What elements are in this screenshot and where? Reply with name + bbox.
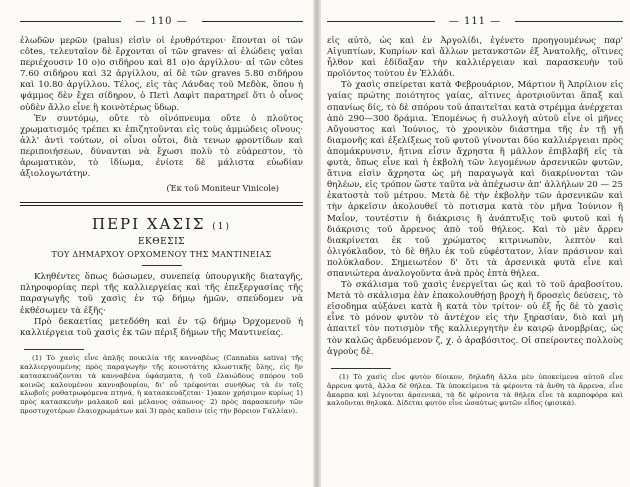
paragraph: Τὸ χασὶς σπείρεται κατὰ Φεβρουάριον, Μάρτιον ἢ Ἀπρίλιον εἰς γαίας πρώτης ποιότητος γαίας, αἵτινες ἀροτριοῦνται ἅπαξ καὶ σπανίως δίς, τὸ δὲ σπόρου τοῦ ἀπαιτεῖται κατὰ στρέμμα ἀνέρχεται ἀπὸ 290—300 δράμια. Ἐπομένως ἡ συλλογὴ αὐτοῦ εἶνε οἱ μῆνες Αὔγουστος καὶ Ἰούνιος, τὸ χρονικὸν διάστημα τῆς ἐν τῇ γῇ διαμονῆς καὶ ἐξελίξεως τοῦ φυτοῦ γίνονται δύο καλλιέργειαι πρὸς ἀπομάκρυνσιν, ἥτινα εἶσιν ἄχρηστα ἢ μᾶλλον ἐπιβλαβῆ εἰς τὰ φυτὰ, ὅπως εἶνε καὶ ἡ ἐκβολὴ τῶν λεγομένων ἀρσενικῶν φυτῶν, ἅτινα εἰσὶν ἄχρηστα ὡς μὴ παραγωγὰ καὶ διακρίνονται τῶν θηλέων, εἰς τρόπον ὥστε ταῦτα νὰ ἀπέχωσιν ἀπ' ἀλλήλων 20 — 25 ἑκατοστὰ τοῦ μέτρου. Μετὰ δὲ τὴν ἐκβολὴν τῶν ἀρσενικῶν καὶ τὴν ἀρκεῖσιν ἀκολουθεῖ τὸ ποτισμα κατὰ τὸν μῆνα Ἰούνιον ἢ Μαΐον, τουτέστιν ἡ διάκρισις ἢ ἀνάπτυξις τοῦ φυτοῦ καὶ ἡ διάκρισις τοῦ ἄρρενος ἀπὸ τοῦ θήλεος. Καὶ τὸ μὲν ἄρρεν διακρίνεται ἐκ τοῦ χρώματος κιτρινωπὸν, λεπτὸν καὶ ὀλιγόκλαδον, τὸ δὲ θῆλυ ἐκ τοῦ εὐφέστατον, λίαν πράσινον καὶ πολύκλαδον. Σημειωτέον δ' ὅτι τὰ ἀρσενικὰ φυτὰ εἶνε καὶ σπανιώτερα ἀναλογοῦντα ἀνὰ πρὸς ἑπτὰ θήλεα.: [327, 80, 623, 279]
right-page-content: [327, 14, 623, 408]
paragraph: εἰς αὐτὸ, ὡς καὶ ἐν Ἀργολίδι, ἐγένετο προηγουμένως παρ' Αἰγυπτίων, Κυπρίων καὶ ἄλλων μετανκστῶν ἐξ Ἀνατολῆς, οἵτινες ἦλθον καὶ ἐδίδαξαν τὴν καλλιέργειαν καὶ παρασκευὴν τοῦ προϊόντος τούτου ἐν Ἑλλάδι.: [327, 36, 623, 80]
short-divider: [142, 265, 182, 266]
left-page-header: [20, 14, 303, 28]
book-gutter: [313, 0, 321, 487]
right-page-number: — 111 —: [448, 15, 502, 27]
footnote-text: (1) Τὸ χασὶς εἶνε φυτὸν δίοικον, δηλαδὴ ἄλλα μὲν ὑποκείμενα αὐτοῦ εἶνε ἄρρενα φυτὰ, ἄλλα δὲ θήλεα. Τὰ ὑποκείμενα τὰ φέροντα τὰ ἄνθη τὰ ἄρρενα, εἶνε ἄκαρπα καὶ λέγονται ἀρσενικά, τὰ δὲ φέροντα τὰ θήλεα εἶνε τὰ καρποφόρα καὶ καλοῦνται θηλυκά. Δίδεται φυτὸν εἶνε ὡσαύτως φυτῶν εἶδος (φισικά).: [327, 372, 623, 408]
header-rule-left: [327, 21, 435, 22]
right-footnote: [327, 373, 623, 409]
report-author-line: ΤΟΥ ΔΗΜΑΡΧΟΥ ΟΡΧΟΜΕΝΟΥ ΤΗΣ ΜΑΝΤΙΝΕΙΑΣ: [51, 250, 272, 260]
paragraph: Ἐν συντόμῳ, οὔτε τὸ οἰνόπνευμα οὔτε ὁ πλοῦτος χρωματισμός τρέπει κι ἐπιζητοῦνται εἰς τοὺς ἀμμώδεις οἴνους· ἀλλ' ἀντὶ τούτων, οἱ οἶνοι οὗτοι, διὰ τενων φροντίδων καὶ περιποιήσεων, δύνανται νὰ ἔχωσι πολὺ τὸ εὐάρεστον, τὸ ἀρωματικὸν, τὸ ἰδίωμα, ἐνίοτε δὲ μάλιστα εὐωδίαν ἀξιολογωτάτην.: [20, 113, 303, 180]
footnote-separator: [24, 349, 84, 350]
section-title: [20, 215, 303, 233]
header-rule-right: [202, 21, 303, 22]
left-page-number: — 110 —: [135, 15, 188, 27]
section-divider: [20, 202, 303, 206]
left-article-body: [20, 36, 303, 180]
footnote-marker: (1): [212, 222, 231, 233]
right-page-header: [327, 14, 623, 28]
header-rule-right: [515, 21, 623, 22]
section-title-text: ΠΕΡΙ ΧΑΣΙΣ: [92, 215, 206, 234]
footnote-separator: [331, 368, 391, 369]
right-page: [321, 0, 630, 487]
report-body: [20, 272, 303, 339]
header-rule-left: [20, 21, 121, 22]
right-article-body: [327, 36, 623, 358]
left-footnote: [20, 354, 303, 416]
left-page: [0, 0, 313, 487]
paragraph: ἑλωδῶν μερῶν (palus) εἰσὶν οἱ ἐρυθρότεροι· ἕπονται οἱ τῶν côtes, τελευταῖον δὲ ἔρχονται οἱ τῶν graves· αἱ ἑλώδεις γαῖαι περιέχουσιν 10 ο)ο σιδήρου καὶ 81 ο)ο ἀργίλλου· αἱ τῶν côtes 7.60 σιδήρου καὶ 32 ἀργίλλου, αἱ δὲ τῶν graves 5.80 σιδήρου καὶ 10.80 ἀργίλλου. Τέλος, εἰς τὰς Λάνδας τοῦ Μεδὸκ, ὅπου ἡ ψάμμος δὲν ἔχει σίδηρον, ὁ Πετὶ Λαφὶτ παρατηρεῖ ὅτι ὁ οἶνος οὐδὲν ἄλλο εἶνε ἢ κοινὸτέρως ὕδωρ.: [20, 36, 303, 113]
left-page-content: [20, 14, 303, 416]
paragraph: Τὸ σκάλισμα τοῦ χασὶς ἐνεργεῖται ὡς καὶ τὸ τοῦ ἀραβοσίτου. Μετὰ τὸ σκάλισμα ἐὰν ἐπακολουθήσῃ βροχὴ ἢ δροσεὶς δεύσεις, τὸ εἰσοδημα αὐξάνει κατὰ ἢ κατὰ τὸν τρίτον· οὐ ἐξ ἧς δὲ τὸ χασὶς εἶνε τὸ μόνον φυτὸν τὸ ἀντέχον εἰς τὴν ξηρασίαν, διὸ καὶ μὴ ἀπαιτεῖ τὸν ποτισμὸν τῆς καλλιεργητὴν ἐν καιρῷ ἀνομβρίας, ὡς τὸν καλῶς ἀρδευόμενον ζ, χ. ὁ ἀραβόσιτος. Οἱ σπείροντες πολλοὺς ἀγροὺς δὲ.: [327, 280, 623, 357]
paragraph: Πρὸ δεκαετίας μετεδόθη καὶ ἐν τῷ δήμῳ Ὀρχομενοῦ ἡ καλλιέργεια τοῦ χασὶς ἐκ τῶν πέριξ δήμων τῆς Μαντινείας.: [20, 316, 303, 338]
footnote-text: (1) Τὸ χασὶς εἶνε ἁπλῆς ποικιλία τῆς κανναβέως (Cannabis sativa) τῆς καλλιεργουμένης πρὸς παραγωγὴν τῆς κοινοτάτης κλωστικῆς ὕλης, εἰς ἣν κατασκευάζονται τὰ κανναβένα ὑφάσματα, ἡ τοῦ ἐλαιώδους σπόρου τοῦ κοινῶς καλουμένου κανναβουρίου, δι' οὗ τρέφονται συνήθως τὰ ἐν τοῖς κλωβοῖς ρυθατρωφόμενα πτηνά, ἡ κατασκευάζεται· 1)ακον χρήσιμον κυρίως 1) πρὸς κατασκευὴν μαλακοῦ καὶ μέλανος σάπωνος· 2) πρὸς παρασκευὴν τῶν προστυχοτέρων ἐλαιοχρωμάτων καὶ 3) πρὸς καῦσιν (εἰς τὴν βόρειον Γαλλίαν).: [20, 353, 303, 416]
report-heading: ΕΚΘΕΣΙΣ: [137, 237, 186, 248]
source-signature: (Ἐκ τοῦ Moniteur Vinicole): [166, 183, 279, 194]
paragraph: Κληθέντες ὅπως δώσωμεν, συνεπείᾳ ὑπουργικῆς διαταγῆς, πληροφορίας περὶ τῆς καλλιεργείας καὶ τῆς ἐπεξεργασίας τῆς παραγωγῆς τοῦ χασὶς ἐν τῷ δήμῳ ἡμῶν, σπεύδομεν νὰ ἐκθέσωμεν τὰ ἑξῆς·: [20, 272, 303, 316]
